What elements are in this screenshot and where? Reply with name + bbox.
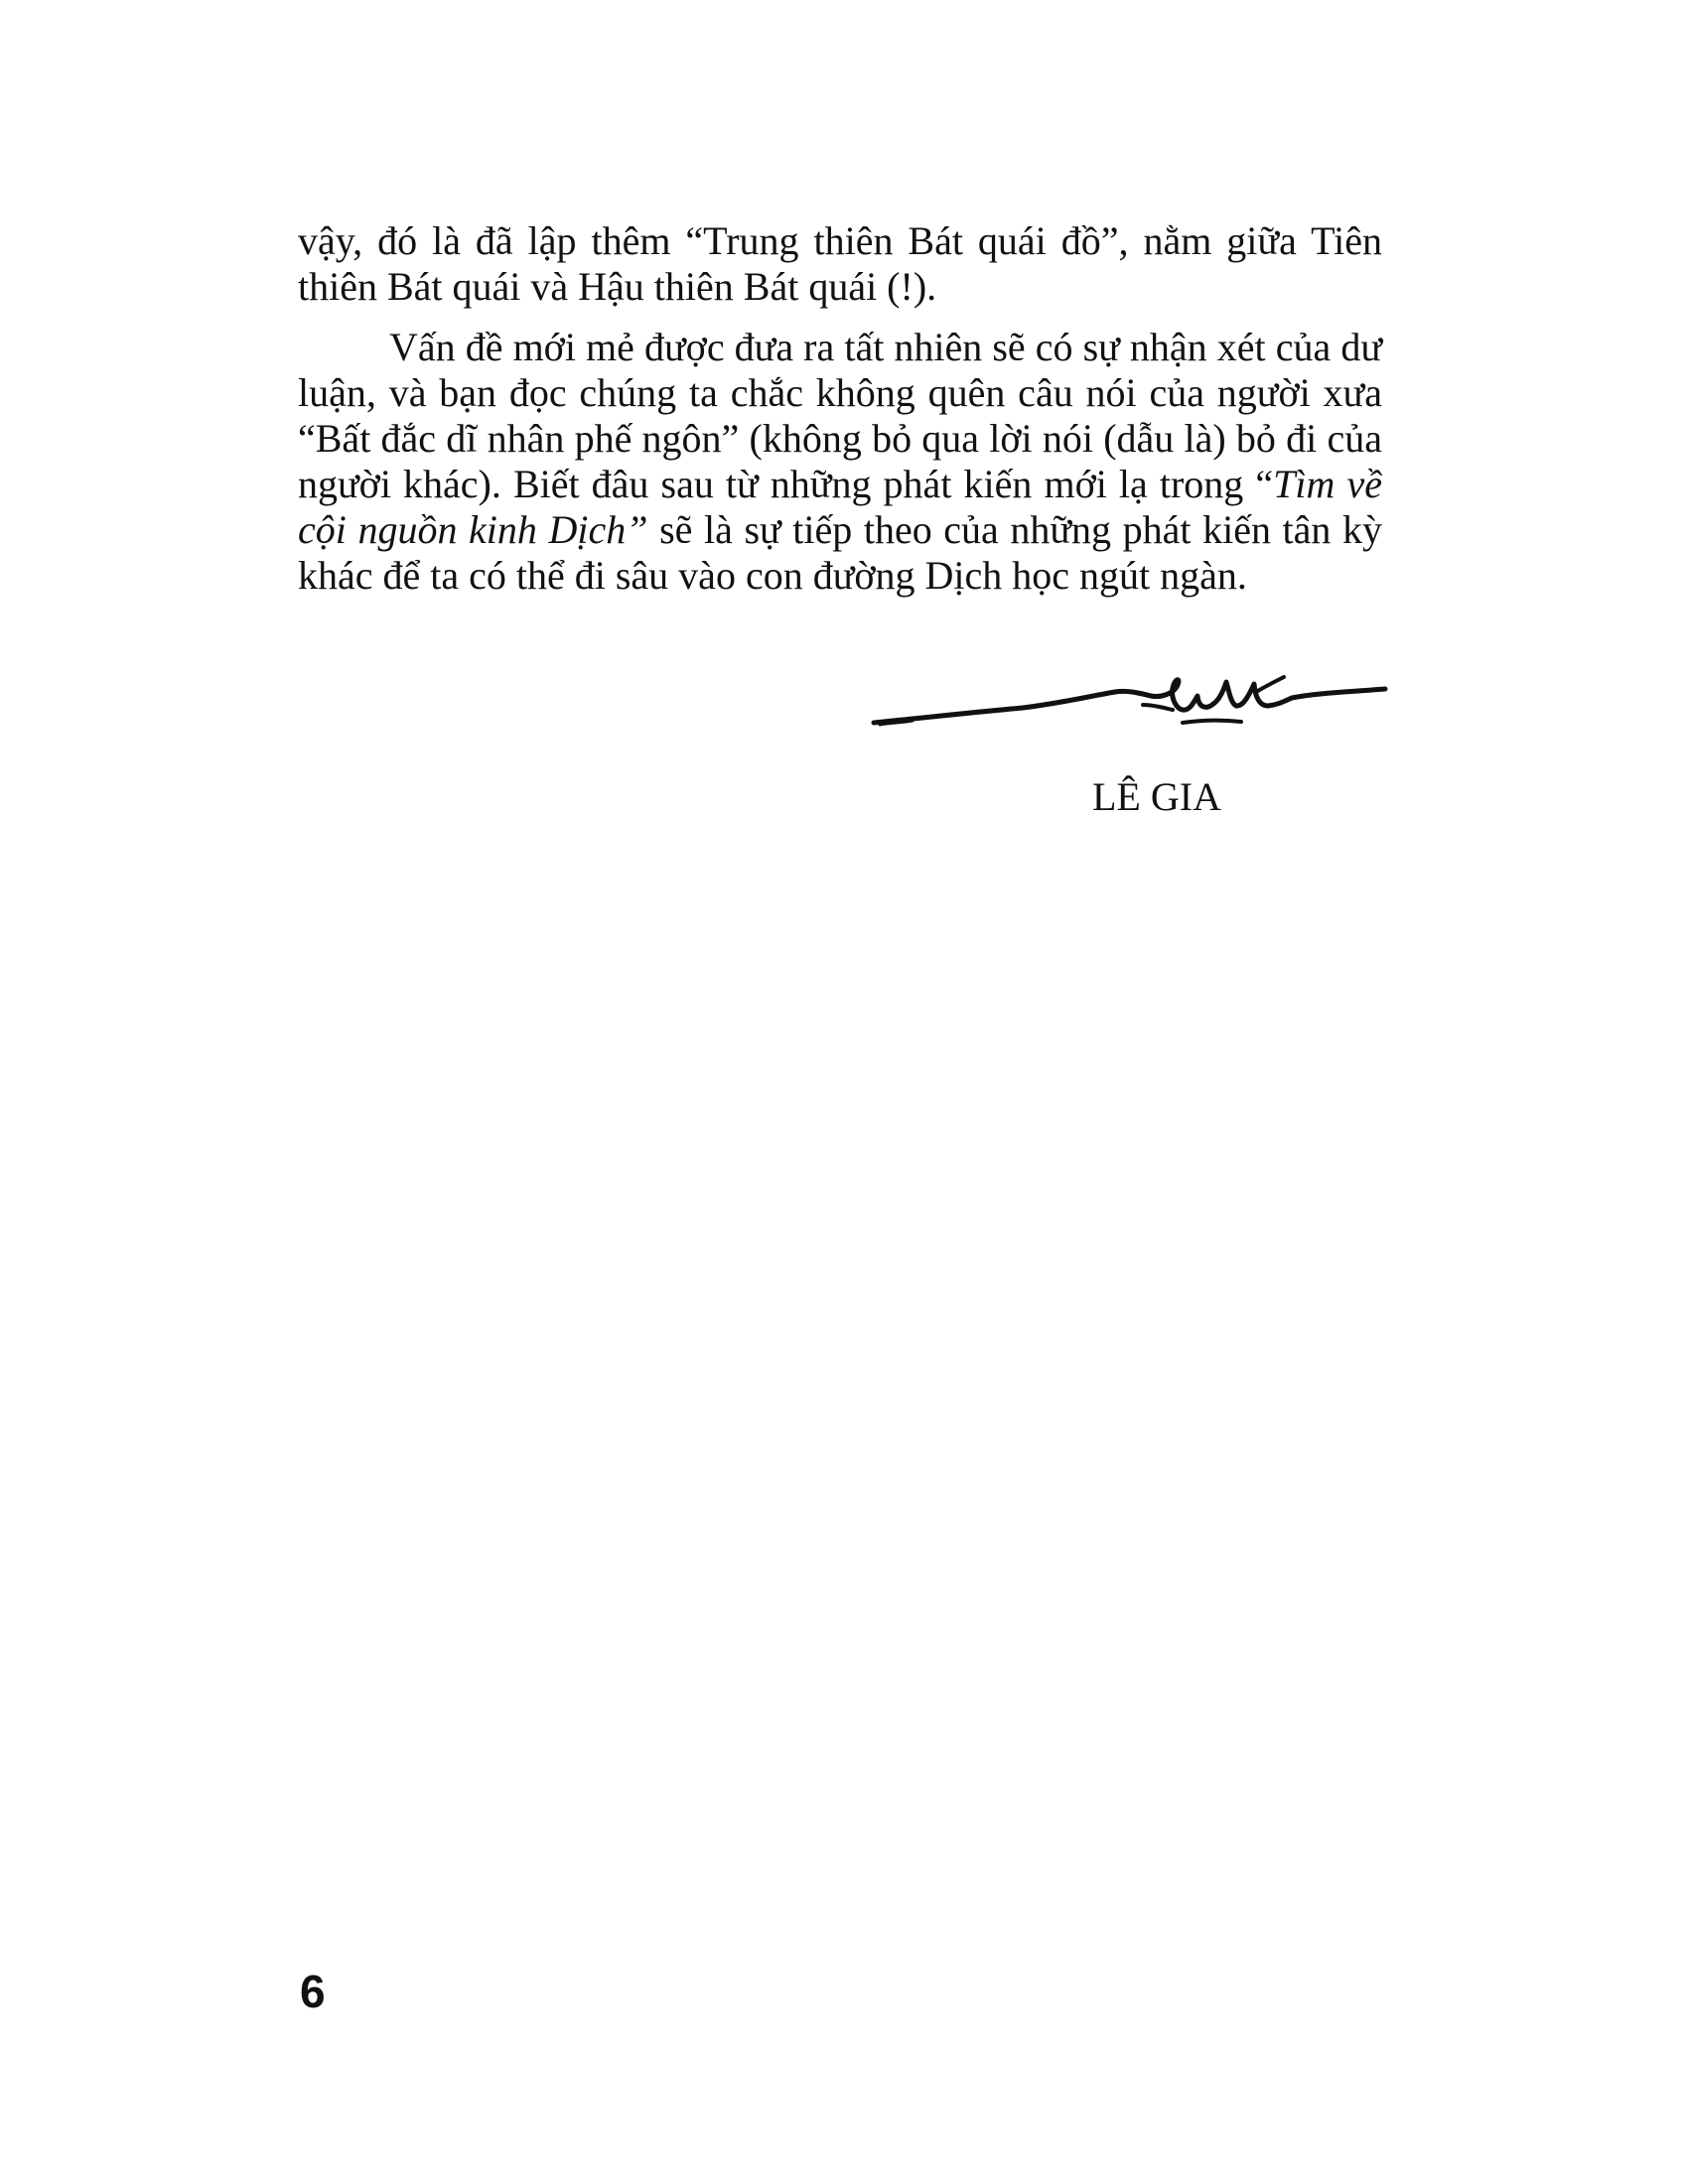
page-number: 6 (300, 1966, 326, 2017)
paragraph-1: vậy, đó là đã lập thêm “Trung thiên Bát quái đồ”, nằm giữa Tiên thiên Bát quái và Hậu thiên Bát quái (!). (298, 218, 1382, 309)
paragraph-2 (298, 325, 1382, 599)
paragraph-2-text-end: sẽ là sự tiếp theo của những phát kiến tân kỳ khác để ta có thể đi sâu vào con đường Dịch học ngút ngàn. (298, 507, 1383, 598)
signature-image (864, 667, 1390, 747)
author-name: LÊ GIA (1092, 774, 1221, 819)
paragraph-2-text: Vấn đề mới mẻ được đưa ra tất nhiên sẽ có sự nhận xét của dư luận, và bạn đọc chúng ta chắc không quên câu nói của người xưa “Bất đắc dĩ nhân phế ngôn” (không bỏ qua lời nói (dẫu là) bỏ đi của người khác). Biết đâu sau từ những phát kiến mới lạ trong “ (298, 325, 1382, 506)
book-title-italic: Tìm về cội nguồn kinh Dịch” (298, 462, 1382, 552)
body-text (298, 218, 1382, 599)
